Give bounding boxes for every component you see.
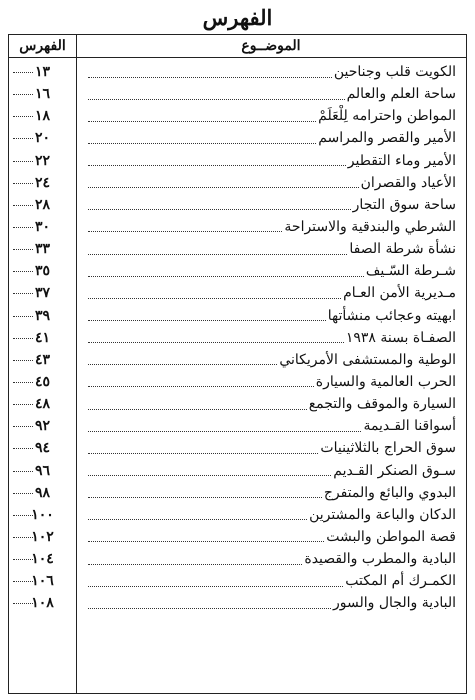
dot-leader [88, 209, 351, 210]
toc-row [9, 349, 466, 371]
entry-page-number: ٣٠ [34, 218, 51, 235]
toc-row [9, 260, 466, 282]
dot-leader [88, 564, 302, 565]
entry-page-number: ٢٢ [34, 152, 51, 169]
entry-title: الأعياد والقصران [359, 172, 456, 194]
entry-page-number: ٢٤ [34, 174, 51, 191]
toc-row [9, 415, 466, 437]
toc-row [9, 282, 466, 304]
toc-row [9, 61, 466, 83]
dot-leader [88, 298, 341, 299]
entry-title: سـوق الصنكر القـديم [331, 460, 456, 482]
entry-title-cell [88, 548, 456, 570]
entry-page-number: ٤١ [34, 329, 51, 346]
entry-title-cell [88, 570, 456, 592]
entry-title: ابهيته وعجائب منشأتها [326, 305, 456, 327]
entry-page-number: ١٠٠ [31, 506, 54, 523]
dot-leader [88, 121, 316, 122]
toc-row [9, 437, 466, 459]
entry-title-cell [88, 282, 456, 304]
dot-leader [88, 541, 324, 542]
entry-page-number: ٣٩ [34, 307, 51, 324]
entry-title-cell [88, 526, 456, 548]
entry-title: المواطن واحترامه لِلْعَلَمْ [316, 105, 456, 127]
entry-title-cell [88, 437, 456, 459]
entry-title-cell [88, 504, 456, 526]
toc-row [9, 592, 466, 614]
dot-leader [88, 364, 277, 365]
dot-leader [88, 409, 307, 410]
dot-leader [88, 431, 361, 432]
dot-leader [88, 342, 344, 343]
entry-title: السيارة والموقف والتجمع [307, 393, 456, 415]
entry-title-cell [88, 83, 456, 105]
toc-row [9, 371, 466, 393]
entry-title: الدكان والباعة والمشترين [307, 504, 456, 526]
entry-title-cell [88, 305, 456, 327]
entry-page-number: ٣٣ [34, 241, 51, 258]
entry-page-number: ١٨ [34, 108, 51, 125]
toc-row [9, 327, 466, 349]
entry-title: الوطية والمستشفى الأمريكاني [277, 349, 456, 371]
entry-page-number: ١٠٢ [31, 528, 54, 545]
entry-page-number: ١٠٦ [31, 573, 54, 590]
dot-leader [88, 231, 282, 232]
entry-title-cell [88, 415, 456, 437]
entry-page-number: ٤٣ [34, 351, 51, 368]
dot-leader [88, 497, 322, 498]
page-title: الفهرس [202, 5, 273, 30]
entry-page-number: ٢٠ [34, 130, 51, 147]
topic-column-header: الموضــوع [241, 38, 301, 54]
entry-title: نشأة شرطة الصفا [347, 238, 456, 260]
dot-leader [88, 475, 331, 476]
entry-page-number: ١٠٤ [31, 551, 54, 568]
entry-title: الصفـاة بسنة ١٩٣٨ [344, 327, 456, 349]
entry-title-cell [88, 371, 456, 393]
entry-page-number: ٣٧ [34, 285, 51, 302]
entry-title-cell [88, 349, 456, 371]
toc-row [9, 305, 466, 327]
entry-title-cell [88, 172, 456, 194]
toc-row [9, 105, 466, 127]
entry-title: الكمـرك أم المكتب [343, 570, 456, 592]
entry-page-number: ٤٨ [34, 396, 51, 413]
entry-page-number: ٤٥ [34, 373, 51, 390]
dot-leader [88, 386, 314, 387]
dot-leader [88, 453, 318, 454]
entry-title: ساحة العلم والعالم [345, 83, 456, 105]
toc-row [9, 172, 466, 194]
toc-body [9, 61, 466, 693]
toc-row [9, 83, 466, 105]
entry-title-cell [88, 127, 456, 149]
entry-page-number: ٩٢ [34, 418, 51, 435]
entry-title: البدوي والبائع والمتفرج [322, 482, 456, 504]
dot-leader [88, 608, 331, 609]
entry-title-cell [88, 260, 456, 282]
dot-leader [88, 586, 343, 587]
toc-row [9, 570, 466, 592]
entry-title: الحرب العالمية والسيارة [314, 371, 456, 393]
entry-page-number: ١٦ [34, 86, 51, 103]
dot-leader [88, 187, 359, 188]
toc-row [9, 526, 466, 548]
entry-title: البادية والمطرب والقصيدة [302, 548, 456, 570]
toc-row [9, 393, 466, 415]
entry-page-number: ٢٨ [34, 196, 51, 213]
entry-title-cell [88, 61, 456, 83]
dot-leader [88, 143, 316, 144]
entry-title-cell [88, 238, 456, 260]
entry-title: قصة المواطن والبشت [324, 526, 456, 548]
entry-title: الأمير وماء التقطير [346, 150, 456, 172]
toc-row [9, 238, 466, 260]
entry-title: ساحة سوق التجار [351, 194, 456, 216]
entry-title-cell [88, 105, 456, 127]
entry-page-number: ٣٥ [34, 263, 51, 280]
toc-row [9, 150, 466, 172]
toc-row [9, 216, 466, 238]
entry-page-number: ٩٤ [34, 440, 51, 457]
table-of-contents [8, 34, 467, 694]
toc-row [9, 504, 466, 526]
entry-page-number: ١٠٨ [31, 595, 54, 612]
dot-leader [88, 165, 346, 166]
entry-page-number: ٩٦ [34, 462, 51, 479]
entry-title: شـرطة السّـيف [364, 260, 456, 282]
entry-title-cell [88, 393, 456, 415]
dot-leader [88, 519, 307, 520]
entry-page-number: ١٣ [34, 64, 51, 80]
entry-title: الكويت قلب وجناحين [332, 61, 456, 83]
entry-title: أسواقنا القـديمة [361, 415, 456, 437]
toc-row [9, 548, 466, 570]
entry-title-cell [88, 460, 456, 482]
dot-leader [88, 320, 326, 321]
entry-title-cell [88, 194, 456, 216]
entry-title-cell [88, 150, 456, 172]
entry-title: مـديرية الأمن العـام [341, 282, 456, 304]
dot-leader [88, 77, 332, 78]
entry-title-cell [88, 216, 456, 238]
entry-title: البادية والجال والسور [331, 592, 456, 614]
entry-title-cell [88, 482, 456, 504]
toc-row [9, 127, 466, 149]
entry-title-cell [88, 592, 456, 614]
entry-title: الشرطي والبندقية والاستراحة [282, 216, 456, 238]
toc-row [9, 482, 466, 504]
toc-header [9, 35, 466, 58]
dot-leader [88, 276, 364, 277]
toc-row [9, 194, 466, 216]
toc-row [9, 460, 466, 482]
entry-page-number: ٩٨ [34, 484, 51, 501]
dot-leader [88, 254, 347, 255]
dot-leader [88, 99, 345, 100]
page-column-header: الفهرس [19, 38, 66, 54]
entry-title: الأمير والقصر والمراسم [316, 127, 456, 149]
entry-title: سوق الحراج بالثلاثينيات [318, 437, 456, 459]
entry-title-cell [88, 327, 456, 349]
